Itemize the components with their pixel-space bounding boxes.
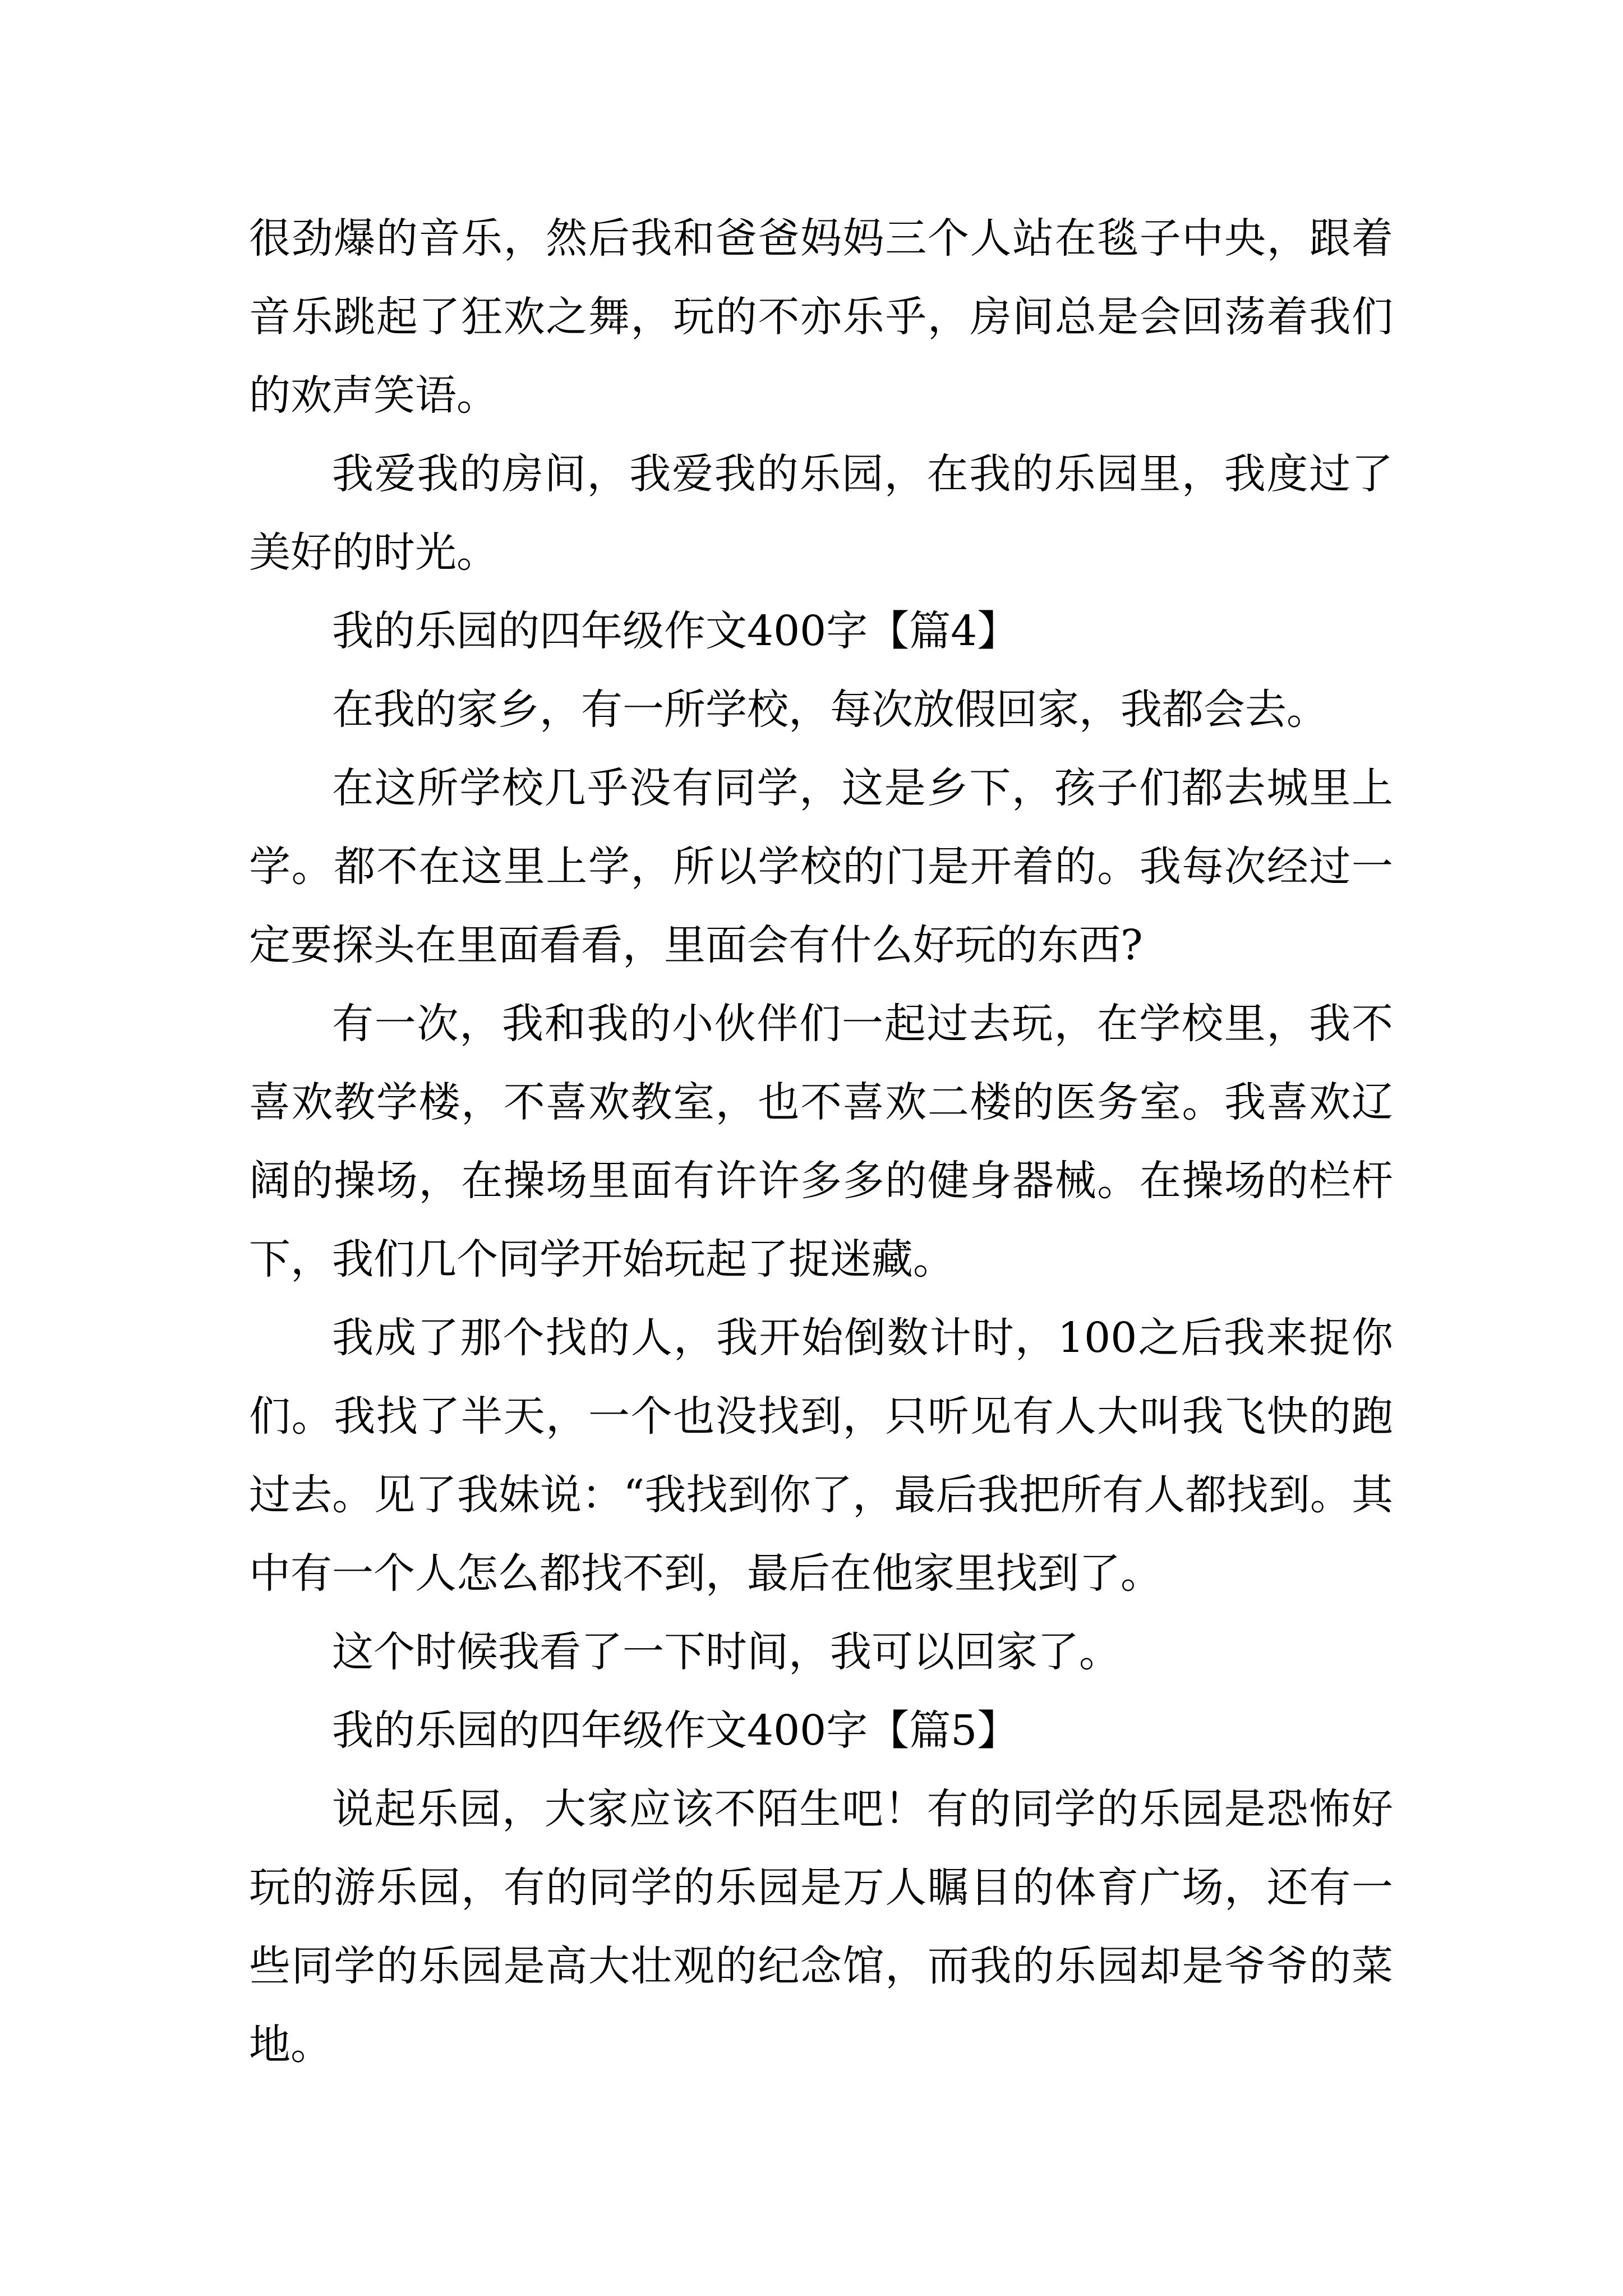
paragraph: 在我的家乡，有一所学校，每次放假回家，我都会去。: [332, 685, 1328, 734]
section-heading: 我的乐园的四年级作文400字【篇4】: [332, 607, 1019, 655]
document-body: [249, 199, 1393, 2084]
paragraph: 这个时候我看了一下时间，我可以回家了。: [332, 1628, 1121, 1676]
paragraph: 有一次，我和我的小伙伴们一起过去玩，在学校里，我不喜欢教学楼，不喜欢教室，也不喜欢二楼的医务室。我喜欢辽阔的操场，在操场里面有许许多多的健身器械。在操场的栏杆下，我们几个同学开始玩起了捉迷藏。: [249, 1000, 1393, 1283]
paragraph: 在这所学校几乎没有同学，这是乡下，孩子们都去城里上学。都不在这里上学，所以学校的门是开着的。我每次经过一定要探头在里面看看，里面会有什么好玩的东西?: [249, 764, 1393, 969]
paragraph: 我爱我的房间，我爱我的乐园，在我的乐园里，我度过了美好的时光。: [249, 450, 1393, 577]
paragraph: 说起乐园，大家应该不陌生吧！有的同学的乐园是恐怖好玩的游乐园，有的同学的乐园是万人瞩目的体育广场，还有一些同学的乐园是高大壮观的纪念馆，而我的乐园却是爷爷的菜地。: [249, 1785, 1393, 2069]
section-heading: 我的乐园的四年级作文400字【篇5】: [332, 1706, 1019, 1755]
paragraph-continued: 很劲爆的音乐，然后我和爸爸妈妈三个人站在毯子中央，跟着音乐跳起了狂欢之舞，玩的不亦乐乎，房间总是会回荡着我们的欢声笑语。: [249, 214, 1393, 420]
paragraph: 我成了那个找的人，我开始倒数计时，100之后我来捉你们。我找了半天，一个也没找到，只听见有人大叫我飞快的跑过去。见了我妹说：“我找到你了，最后我把所有人都找到。其中有一个人怎么都找不到，最后在他家里找到了。: [249, 1314, 1393, 1598]
